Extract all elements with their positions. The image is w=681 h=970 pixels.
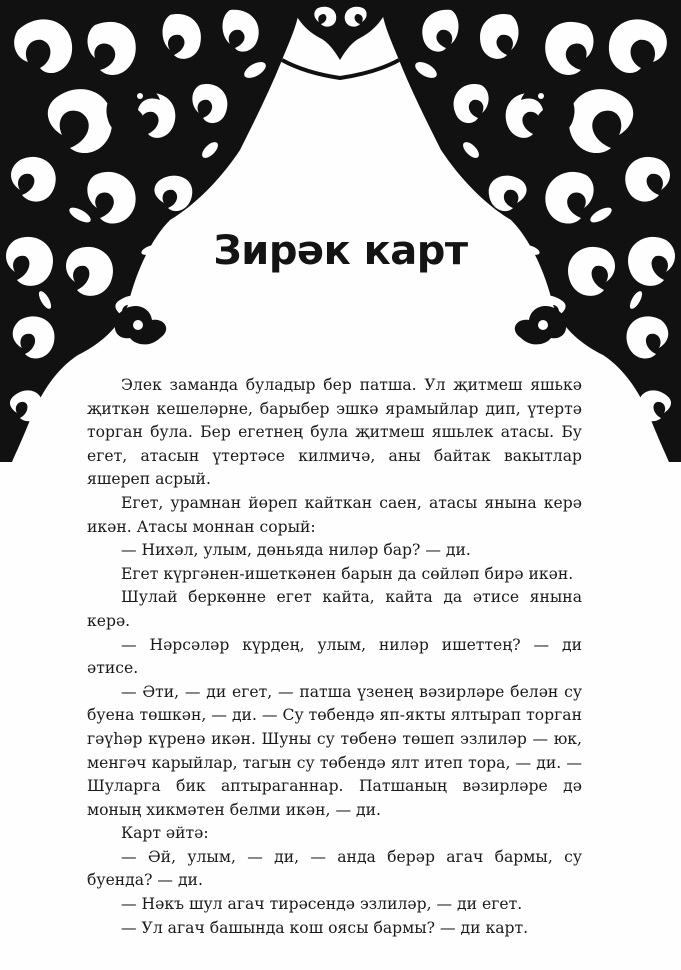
dialogue-line: — Ул агач башында кош оясы бармы? — ди карт.	[121, 918, 529, 937]
paragraph: Шулай беркөнне егет кайта, кайта да әтисе янына керә.	[87, 588, 582, 630]
paragraph: Карт әйтә:	[121, 824, 209, 843]
story-body	[87, 374, 582, 940]
dialogue-line: — Нихәл, улым, дөньяда ниләр бар? — ди.	[121, 541, 471, 560]
dialogue-line: — Әти, — ди егет, — патша үзенең вәзирләре белән су буена төшкән, — ди. — Су төбендә яп-якты ялтырап торган гәүһәр күренә икән. Шуны су төбенә төшеп эзлиләр — юк, менгәч карыйлар, тагын су төбендә ялт итеп тора, — ди. — Шуларга бик аптыраганнар. Патшаның вәзирләре дә моның хикмәтен белми икән, — ди.	[87, 682, 582, 819]
dialogue-line: — Нәкъ шул агач тирәсендә эзлиләр, — ди егет.	[121, 895, 523, 914]
paragraph: Егет, урамнан йөреп кайткан саен, атасы янына керә икән. Атасы моннан сорый:	[87, 493, 582, 536]
dialogue-line: — Әй, улым, — ди, — анда берәр агач бармы, су буенда? — ди.	[87, 847, 582, 890]
dialogue-line: — Нәрсәләр күрдең, улым, ниләр ишеттең? — ди әтисе.	[87, 635, 582, 678]
paragraph: Элек заманда буладыр бер патша. Ул җитмеш яшькә җиткән кешеләрне, барыбер эшкә ярамыйлар дип, үтертә торган була. Бер егетнең була җитмеш яшьлек атасы. Бу егет, атасын үтертәсе килмичә, аны байтак вакытлар яшереп асрый.	[87, 376, 582, 489]
story-title: Зирәк карт	[213, 228, 468, 274]
paragraph: Егет күргәнен-ишеткәнен барын да сөйләп бирә икән.	[121, 564, 574, 583]
